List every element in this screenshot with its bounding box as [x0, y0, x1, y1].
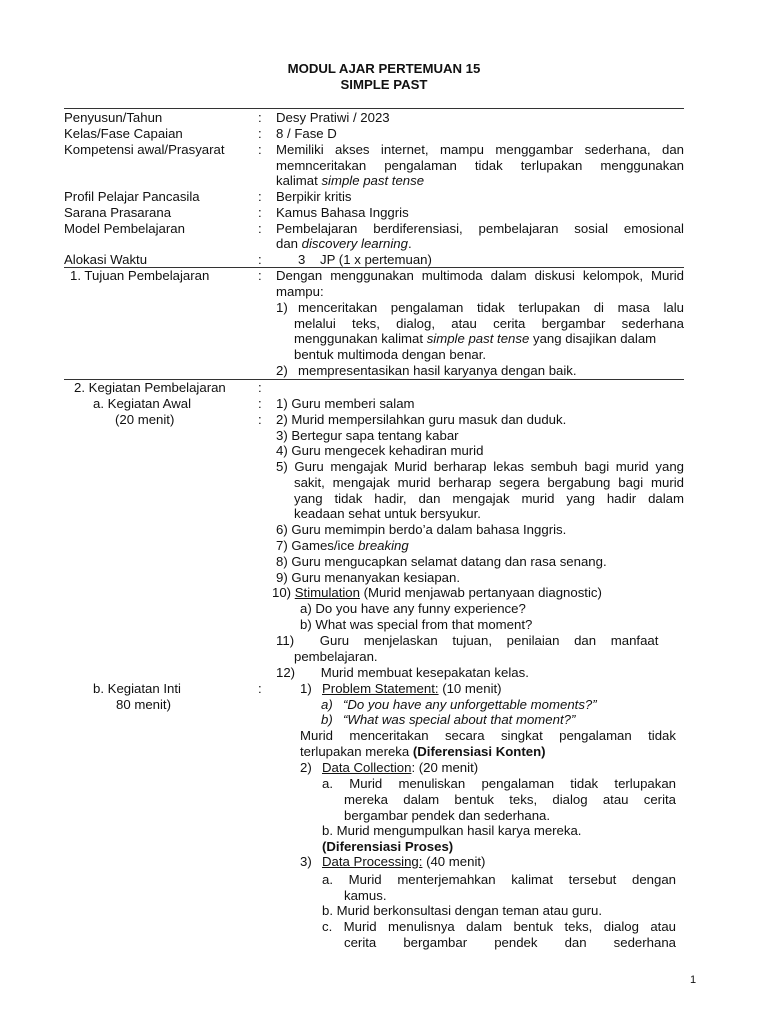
tujuan-point1-line3 [294, 331, 684, 347]
awal-item-3: 3) Bertegur sapa tentang kabar [276, 428, 459, 443]
tujuan-point2-line1: mempresentasikan hasil karyanya dengan baik. [298, 363, 577, 378]
inti-step-3-c-line2: cerita bergambar pendek dan sederhana [344, 935, 676, 950]
document-subtitle: SIMPLE PAST [340, 77, 428, 92]
awal-item-6: 6) Guru memimpin berdo’a dalam bahasa Inggris. [276, 522, 567, 537]
list-number: 1) [276, 300, 288, 315]
awal-item-7 [276, 538, 684, 554]
list-letter: b) [321, 712, 333, 727]
italic-text: simple past tense [321, 173, 425, 188]
tujuan-point1-line4: bentuk multimoda dengan benar. [294, 347, 487, 362]
label-kompetensi: Kompetensi awal/Prasyarat [64, 142, 225, 157]
italic-text: breaking [358, 538, 409, 553]
text: dan [276, 236, 302, 251]
text: (10 menit) [438, 681, 502, 696]
tujuan-point2 [276, 363, 684, 379]
inti-step-2-a-line2: mereka dalam bentuk teks, dialog atau cerita [344, 792, 676, 807]
text: : (20 menit) [411, 760, 479, 775]
colon: : [258, 110, 262, 125]
value-sarana: Kamus Bahasa Inggris [276, 205, 409, 220]
row-inti [64, 681, 684, 697]
value-kompetensi-line3 [276, 173, 684, 189]
awal-item-12: 12) Murid membuat kesepakatan kelas. [276, 665, 529, 680]
value-kompetensi-line2: memnceritakan pengalaman tidak terlupakan menggunakan [276, 158, 684, 173]
underlined-text: Data Processing: [322, 854, 423, 869]
row-kelas [64, 126, 684, 142]
colon: : [258, 126, 262, 141]
row-kompetensi [64, 142, 684, 158]
inti-step-2-diferensiasi: (Diferensiasi Proses) [322, 839, 454, 854]
colon: : [258, 252, 262, 267]
text: terlupakan mereka [300, 744, 413, 759]
row-sarana [64, 205, 684, 221]
value-model-line2 [276, 236, 684, 252]
text: kalimat [276, 173, 322, 188]
label-profil: Profil Pelajar Pancasila [64, 189, 200, 204]
awal-item-5-line3: yang tidak hadir, dan mengajak murid yang hadir dalam [294, 491, 684, 506]
text: menggunakan kalimat [294, 331, 427, 346]
inti-step-1-a [321, 697, 729, 713]
text: . [407, 236, 412, 251]
awal-item-10 [272, 585, 680, 601]
tujuan-line1: Dengan menggunakan multimoda dalam diskusi kelompok, Murid [276, 268, 684, 283]
label-kelas: Kelas/Fase Capaian [64, 126, 183, 141]
colon: : [258, 205, 262, 220]
list-number: 10) [272, 585, 292, 600]
label-penyusun: Penyusun/Tahun [64, 110, 163, 125]
awal-item-5-line1: 5) Guru mengajak Murid berharap lekas sembuh bagi murid yang [276, 459, 684, 474]
value-profil: Berpikir kritis [276, 189, 352, 204]
document-title: MODUL AJAR PERTEMUAN 15 [287, 61, 481, 76]
value-alokasi: 3 JP (1 x pertemuan) [298, 252, 432, 267]
awal-item-5-line2: sakit, mengajak murid berharap segera bergabung bagi murid [294, 475, 684, 490]
colon: : [258, 681, 262, 696]
awal-item-1: 1) Guru memberi salam [276, 396, 415, 411]
colon: : [258, 189, 262, 204]
list-number: 3) [300, 854, 312, 869]
row-alokasi [64, 252, 684, 268]
colon: : [258, 142, 262, 157]
inti-step-2-b: b. Murid mengumpulkan hasil karya mereka. [322, 823, 582, 838]
inti-step-1 [300, 681, 708, 697]
inti-step-3-a-line1: a. Murid menterjemahkan kalimat tersebut dengan [322, 872, 676, 887]
tujuan-point1-line2: melalui teks, dialog, atau cerita bergambar sederhana [294, 316, 684, 331]
inti-step-2-a-line1: a. Murid menuliskan pengalaman tidak terlupakan [322, 776, 676, 791]
label-kegiatan-inti: b. Kegiatan Inti [93, 681, 181, 696]
text: (40 menit) [422, 854, 486, 869]
label-awal-time: (20 menit) [115, 412, 175, 427]
list-number: 2) [276, 363, 288, 378]
row-profil [64, 189, 684, 205]
awal-item-8: 8) Guru mengucapkan selamat datang dan rasa senang. [276, 554, 607, 569]
label-model: Model Pembelajaran [64, 221, 185, 236]
tujuan-line2: mampu: [276, 284, 324, 299]
text: 7) Games/ice [276, 538, 359, 553]
inti-step-1-para-line1: Murid menceritakan secara singkat pengalaman tidak [300, 728, 676, 743]
row-model [64, 221, 684, 237]
awal-item-2: 2) Murid mempersilahkan guru masuk dan duduk. [276, 412, 567, 427]
italic-text: simple past tense [426, 331, 530, 346]
awal-item-11-line1: 11) Guru menjelaskan tujuan, penilaian dan manfaat [276, 633, 659, 648]
inti-step-2-a-line3: bergambar pendek dan sederhana. [344, 808, 551, 823]
text: yang disajikan dalam [529, 331, 657, 346]
inti-step-2 [300, 760, 708, 776]
row-tujuan [64, 268, 684, 284]
inti-step-1-b [321, 712, 729, 728]
value-model-line1: Pembelajaran berdiferensiasi, pembelajaran sosial emosional [276, 221, 684, 236]
label-kegiatan: 2. Kegiatan Pembelajaran [74, 380, 226, 395]
awal-item-10-b: b) What was special from that moment? [300, 617, 533, 632]
text: (Murid menjawab pertanyaan diagnostic) [359, 585, 602, 600]
table-top-border [64, 108, 684, 109]
list-number: 1) [300, 681, 312, 696]
value-kelas: 8 / Fase D [276, 126, 337, 141]
colon: : [258, 412, 262, 427]
inti-step-3-c-line1: c. Murid menulisnya dalam bentuk teks, dialog atau [322, 919, 676, 934]
bold-text: (Diferensiasi Konten) [412, 744, 546, 759]
colon: : [258, 268, 262, 283]
underlined-text: Data Collection [322, 760, 412, 775]
page-number: 1 [690, 974, 697, 986]
colon: : [258, 380, 262, 395]
label-alokasi: Alokasi Waktu [64, 252, 148, 267]
awal-item-11-line2: pembelajaran. [294, 649, 378, 664]
inti-step-1-para-line2 [300, 744, 708, 760]
inti-step-3 [300, 854, 708, 870]
underlined-text: Problem Statement: [322, 681, 439, 696]
italic-text: “Do you have any unforgettable moments?” [343, 697, 597, 712]
list-letter: a) [321, 697, 333, 712]
row-penyusun [64, 110, 684, 126]
awal-item-4: 4) Guru mengecek kehadiran murid [276, 443, 484, 458]
inti-step-3-a-line2: kamus. [344, 888, 387, 903]
label-kegiatan-awal: a. Kegiatan Awal [93, 396, 192, 411]
value-penyusun: Desy Pratiwi / 2023 [276, 110, 390, 125]
label-tujuan: 1. Tujuan Pembelajaran [70, 268, 210, 283]
tujuan-point1-line1: menceritakan pengalaman tidak terlupakan di masa lalu [298, 300, 684, 315]
colon: : [258, 396, 262, 411]
row-kegiatan [64, 380, 684, 396]
colon: : [258, 221, 262, 236]
underlined-text: Stimulation [294, 585, 360, 600]
label-sarana: Sarana Prasarana [64, 205, 172, 220]
italic-text: discovery learning [301, 236, 408, 251]
italic-text: “What was special about that moment?” [343, 712, 576, 727]
inti-step-3-b: b. Murid berkonsultasi dengan teman atau guru. [322, 903, 603, 918]
label-inti-time: 80 menit) [116, 697, 171, 712]
list-number: 2) [300, 760, 312, 775]
awal-item-10-a: a) Do you have any funny experience? [300, 601, 526, 616]
row-awal [64, 396, 684, 412]
awal-item-9: 9) Guru menanyakan kesiapan. [276, 570, 461, 585]
tujuan-point1-row1 [276, 300, 684, 316]
value-kompetensi-line1: Memiliki akses internet, mampu menggambar sederhana, dan [276, 142, 684, 157]
awal-item-5-line4: keadaan sehat untuk bersyukur. [294, 506, 481, 521]
